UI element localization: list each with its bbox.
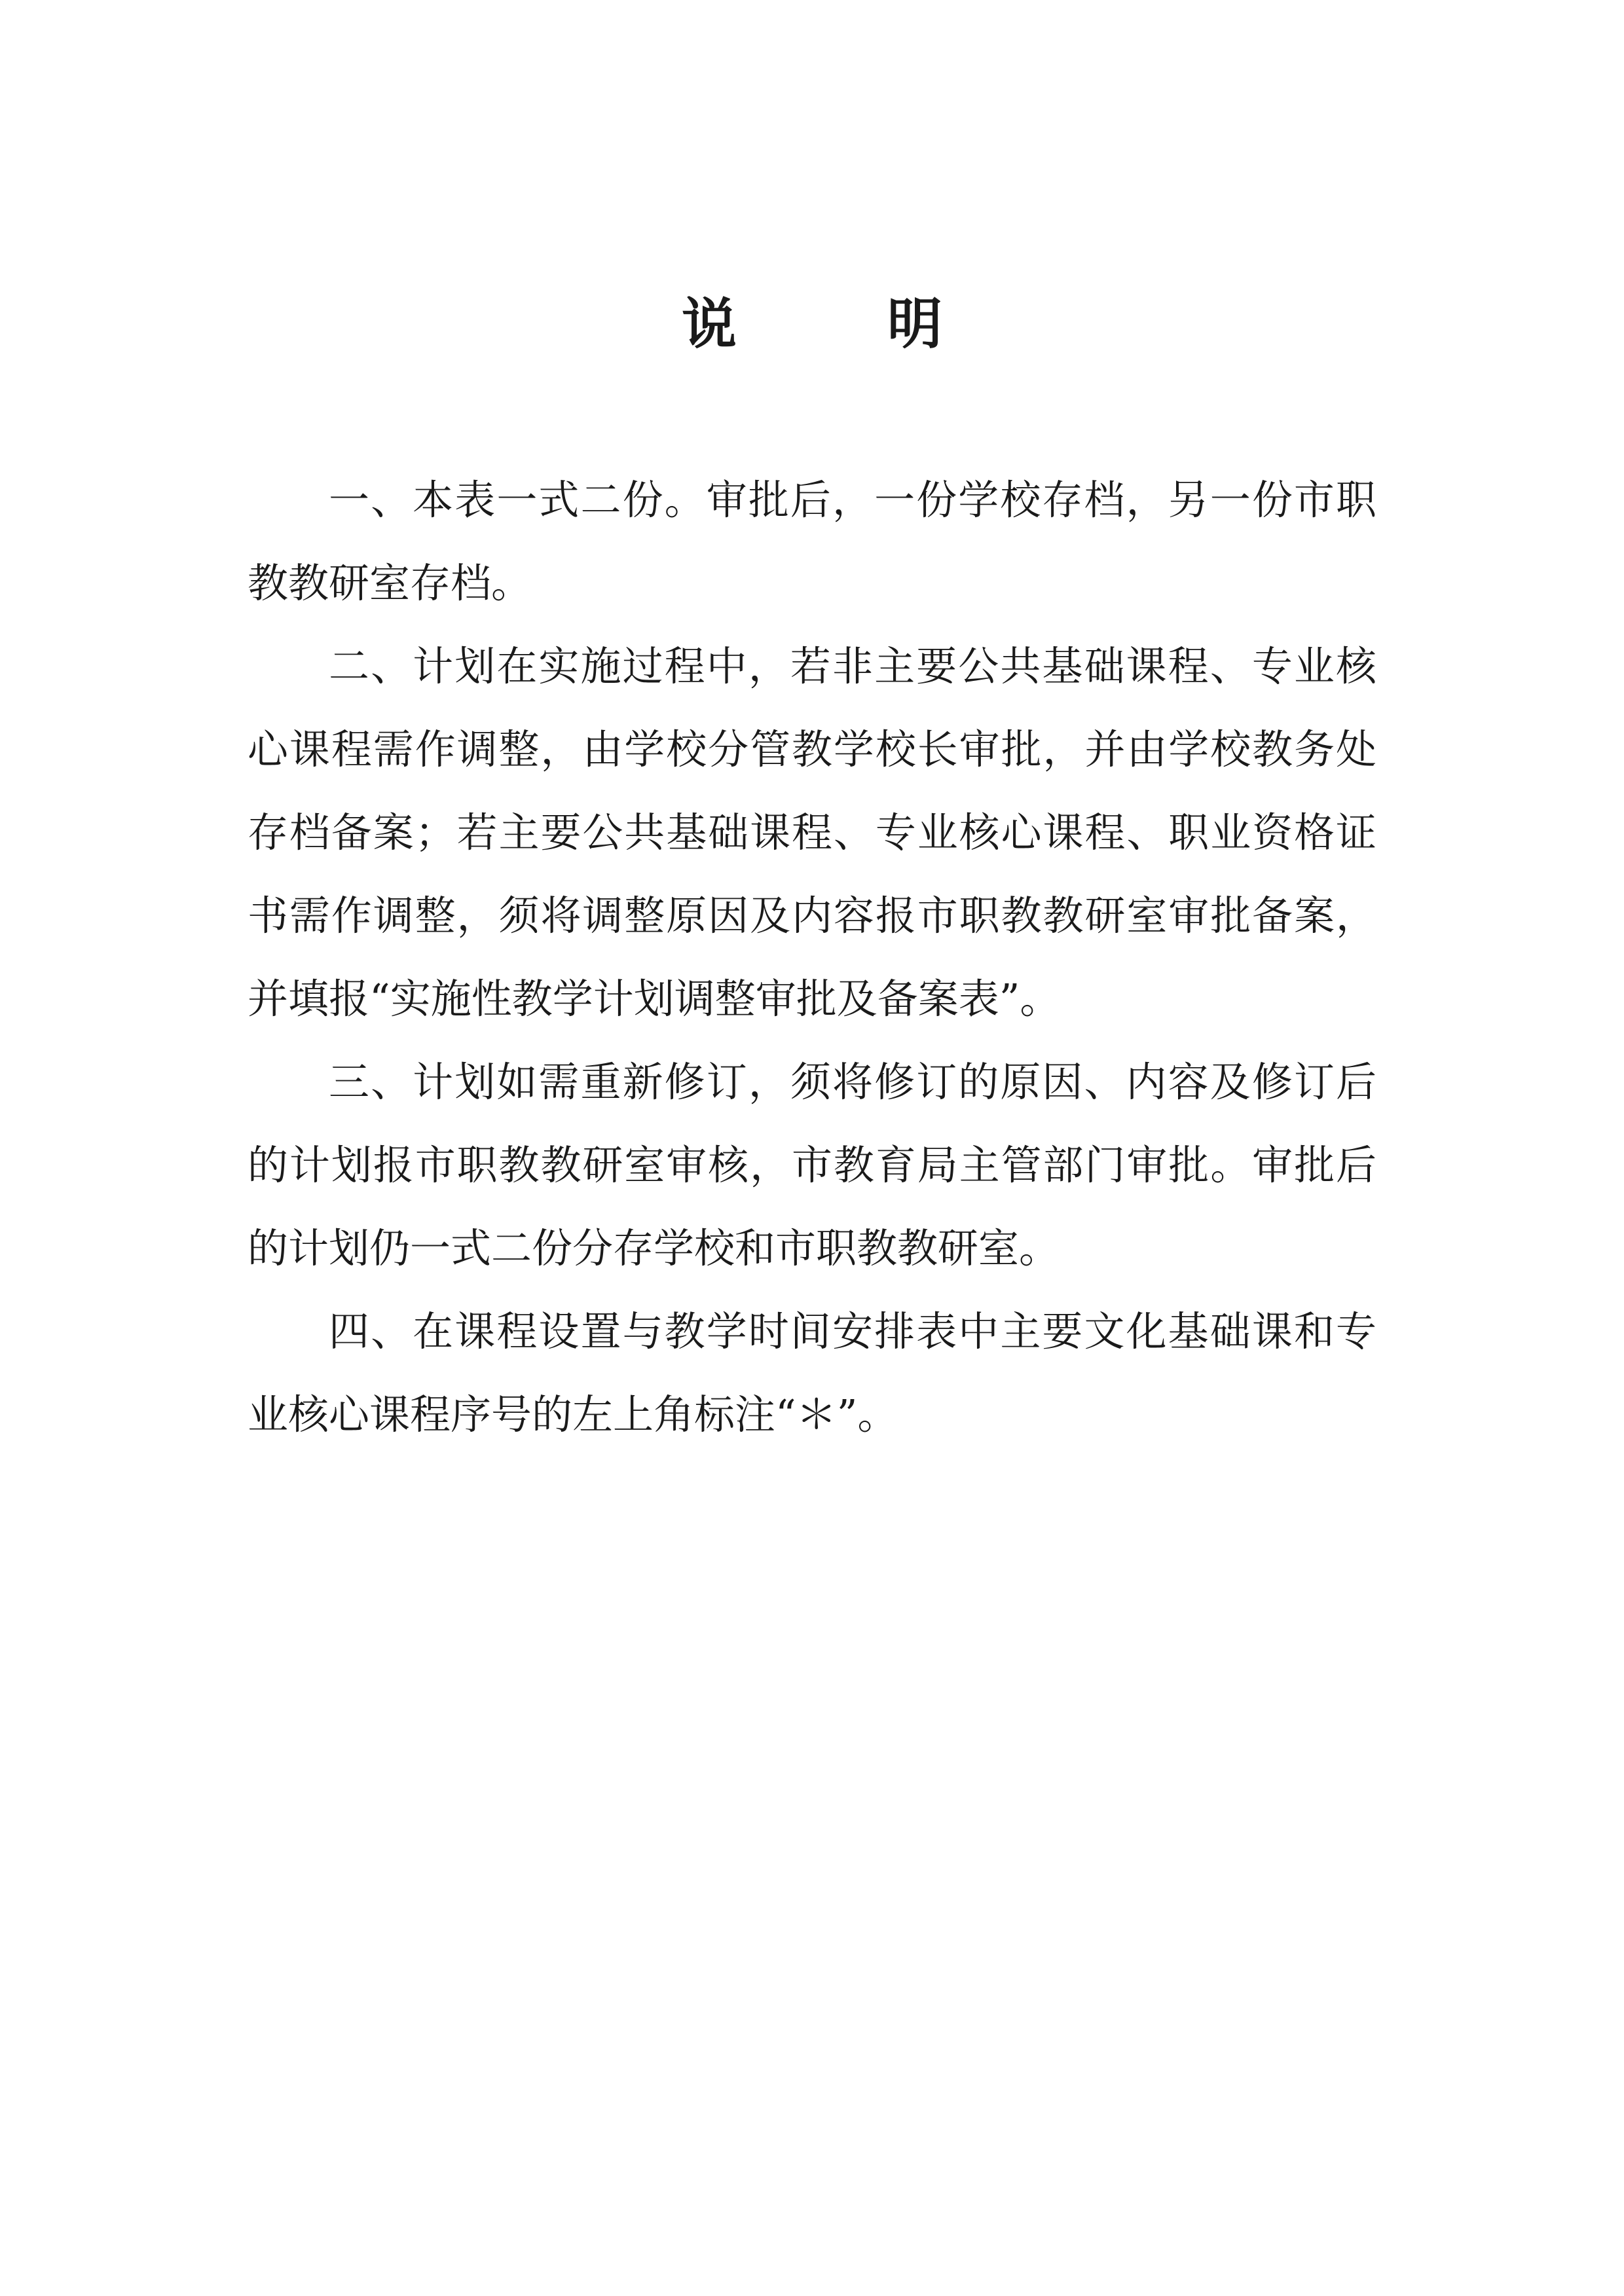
instruction-paragraph-3: 三、计划如需重新修订，须将修订的原因、内容及修订后的计划报市职教教研室审核，市教育局主管部门审批。审批后的计划仍一式二份分存学校和市职教教研室。: [248, 1058, 1376, 1272]
instruction-paragraph-4: 四、在课程设置与教学时间安排表中主要文化基础课和专业核心课程序号的左上角标注“＊”。: [248, 1307, 1376, 1438]
instruction-paragraph-2: 二、计划在实施过程中，若非主要公共基础课程、专业核心课程需作调整，由学校分管教学校长审批，并由学校教务处存档备案；若主要公共基础课程、专业核心课程、职业资格证书需作调整，须将调整原因及内容报市职教教研室审批备案，并填报“实施性教学计划调整审批及备案表”。: [248, 642, 1376, 1023]
instructions-body: [248, 458, 1376, 1456]
instruction-paragraph-1: 一、本表一式二份。审批后，一份学校存档，另一份市职教教研室存档。: [248, 476, 1376, 607]
title-char-2: 明: [887, 292, 943, 356]
page-title: [0, 288, 1624, 360]
title-char-1: 说: [681, 292, 737, 356]
